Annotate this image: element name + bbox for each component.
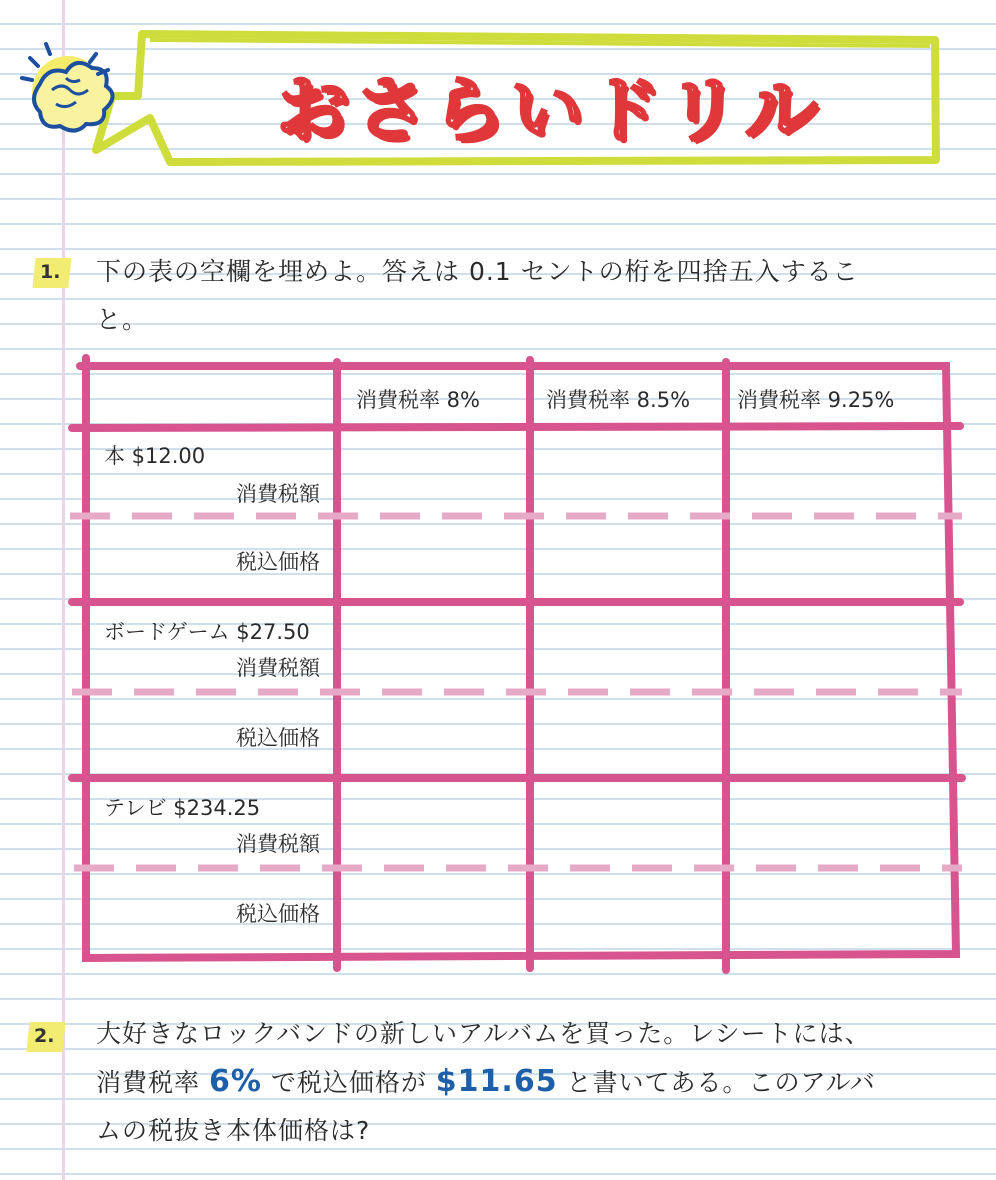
question-1-line2: と。: [96, 305, 149, 334]
row-item-tv: テレビ $234.25: [104, 796, 261, 820]
tax-rate-highlight: 6%: [208, 1064, 262, 1099]
row-tv-total-label: 税込価格: [236, 902, 320, 926]
row-boardgame-total-label: 税込価格: [236, 726, 320, 750]
page-title: おさらいドリル: [276, 68, 823, 152]
header-rate-8: 消費税率 8%: [356, 388, 480, 412]
question-2-line1: 大好きなロックバンドの新しいアルバムを買った。レシートには、: [96, 1019, 871, 1048]
row-book-tax-label: 消費税額: [236, 482, 320, 506]
question-2-number: 2.: [34, 1025, 55, 1047]
question-2-line2: 消費税率 6% で税込価格が $11.65 と書いてある。このアルバ: [96, 1064, 876, 1099]
question-1-line1: 下の表の空欄を埋めよ。答えは 0.1 セントの桁を四捨五入するこ: [96, 257, 859, 286]
question-1-number: 1.: [40, 261, 61, 283]
row-item-boardgame: ボードゲーム $27.50: [104, 620, 310, 644]
row-boardgame-tax-label: 消費税額: [236, 656, 320, 680]
question-2-badge: [28, 1022, 66, 1052]
row-tv-tax-label: 消費税額: [236, 832, 320, 856]
question-2-text: [96, 1010, 976, 1155]
question-2-line3: ムの税抜き本体価格は?: [96, 1116, 371, 1145]
row-book-total-label: 税込価格: [236, 550, 320, 574]
price-highlight: $11.65: [435, 1064, 558, 1099]
row-item-book: 本 $12.00: [104, 444, 206, 468]
header-rate-8-5: 消費税率 8.5%: [546, 388, 691, 412]
header-rate-9-25: 消費税率 9.25%: [737, 388, 895, 412]
